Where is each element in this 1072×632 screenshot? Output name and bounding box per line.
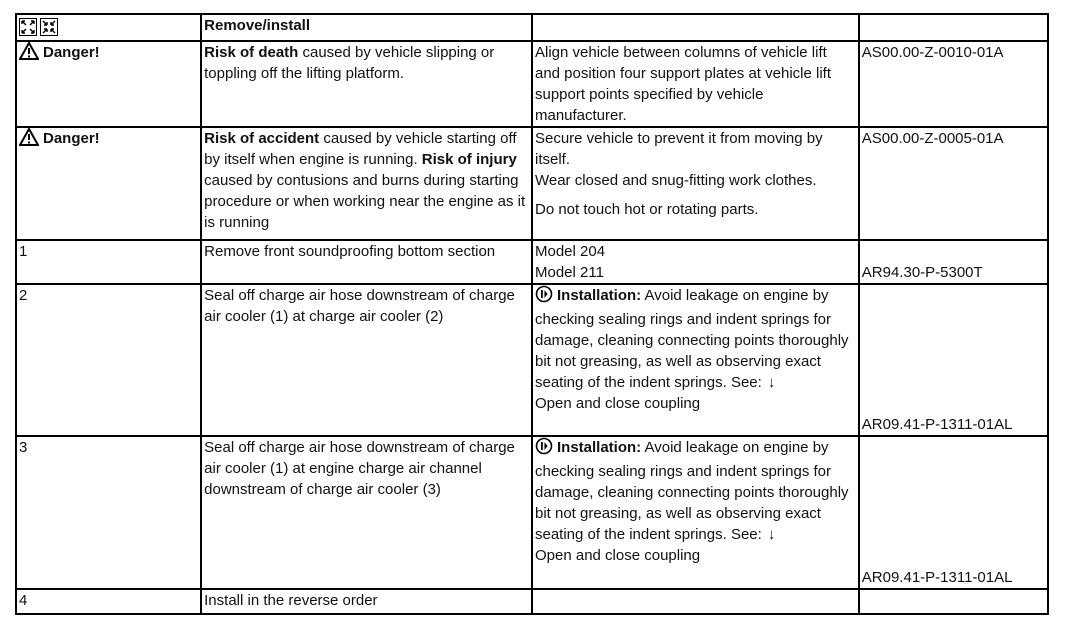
header-empty-cell [859, 14, 1048, 41]
table-row [16, 240, 1048, 284]
instruction-text: Align vehicle between columns of vehicle lift and position four support plates at vehicle lift support points specified by vehicle manufacturer. [532, 41, 859, 127]
installation-note-icon [535, 285, 553, 309]
header-empty-cell [532, 14, 859, 41]
header-title: Remove/install [201, 14, 532, 41]
installation-note: Installation: Avoid leakage on engine by checking sealing rings and indent springs for damage, cleaning connecting points thoroughly bit not greasing, as well as observing exact seating of the indent springs. See: ↓ Open and close coupling [532, 284, 859, 436]
table-row [16, 436, 1048, 589]
expand-icon[interactable] [19, 18, 37, 36]
down-arrow-icon: ↓ [767, 526, 776, 543]
table-row [16, 284, 1048, 436]
step-description: Seal off charge air hose downstream of charge air cooler (1) at charge air cooler (2) [201, 284, 532, 436]
table-row [16, 127, 1048, 240]
instruction-text: Secure vehicle to prevent it from moving by itself. Wear closed and snug-fitting work clothes. Do not touch hot or rotating parts. [532, 127, 859, 240]
reference-link[interactable]: AR94.30-P-5300T [861, 264, 983, 281]
danger-label: Danger! [43, 44, 100, 61]
reference-cell [859, 436, 1048, 589]
model-list: Model 204 Model 211 [532, 240, 859, 284]
danger-label-cell [16, 127, 201, 240]
coupling-link[interactable]: Open and close coupling [534, 547, 701, 564]
down-arrow-icon: ↓ [767, 374, 776, 391]
risk-description: Risk of death caused by vehicle slipping or toppling off the lifting platform. [201, 41, 532, 127]
coupling-link[interactable]: Open and close coupling [534, 395, 701, 412]
reference-link[interactable]: AS00.00-Z-0005-01A [859, 127, 1048, 240]
step-number: 3 [16, 436, 201, 589]
danger-label-cell [16, 41, 201, 127]
step-description: Install in the reverse order [201, 589, 532, 614]
installation-note: Installation: Avoid leakage on engine by checking sealing rings and indent springs for damage, cleaning connecting points thoroughly bit not greasing, as well as observing exact seating of the indent springs. See: ↓ Open and close coupling [532, 436, 859, 589]
warning-triangle-icon [19, 128, 39, 152]
table-row [16, 41, 1048, 127]
reference-link[interactable]: AR09.41-P-1311-01AL [861, 569, 1013, 586]
step-number: 1 [16, 240, 201, 284]
collapse-icon[interactable] [40, 18, 58, 36]
table-row [16, 589, 1048, 614]
step-description: Remove front soundproofing bottom section [201, 240, 532, 284]
reference-cell [859, 284, 1048, 436]
step-description: Seal off charge air hose downstream of charge air cooler (1) at engine charge air channel downstream of charge air cooler (3) [201, 436, 532, 589]
reference-link[interactable]: AR09.41-P-1311-01AL [861, 416, 1013, 433]
empty-cell [532, 589, 859, 614]
warning-triangle-icon [19, 42, 39, 66]
empty-cell [859, 589, 1048, 614]
step-number: 2 [16, 284, 201, 436]
procedure-table [15, 13, 1049, 615]
risk-description: Risk of accident caused by vehicle starting off by itself when engine is running. Risk of injury caused by contusions and burns during starting procedure or when working near the engine as it is running [201, 127, 532, 240]
danger-label: Danger! [43, 130, 100, 147]
table-header-row [16, 14, 1048, 41]
reference-link[interactable]: AS00.00-Z-0010-01A [859, 41, 1048, 127]
installation-note-icon [535, 437, 553, 461]
reference-cell [859, 240, 1048, 284]
header-icons-cell [16, 14, 201, 41]
step-number: 4 [16, 589, 201, 614]
